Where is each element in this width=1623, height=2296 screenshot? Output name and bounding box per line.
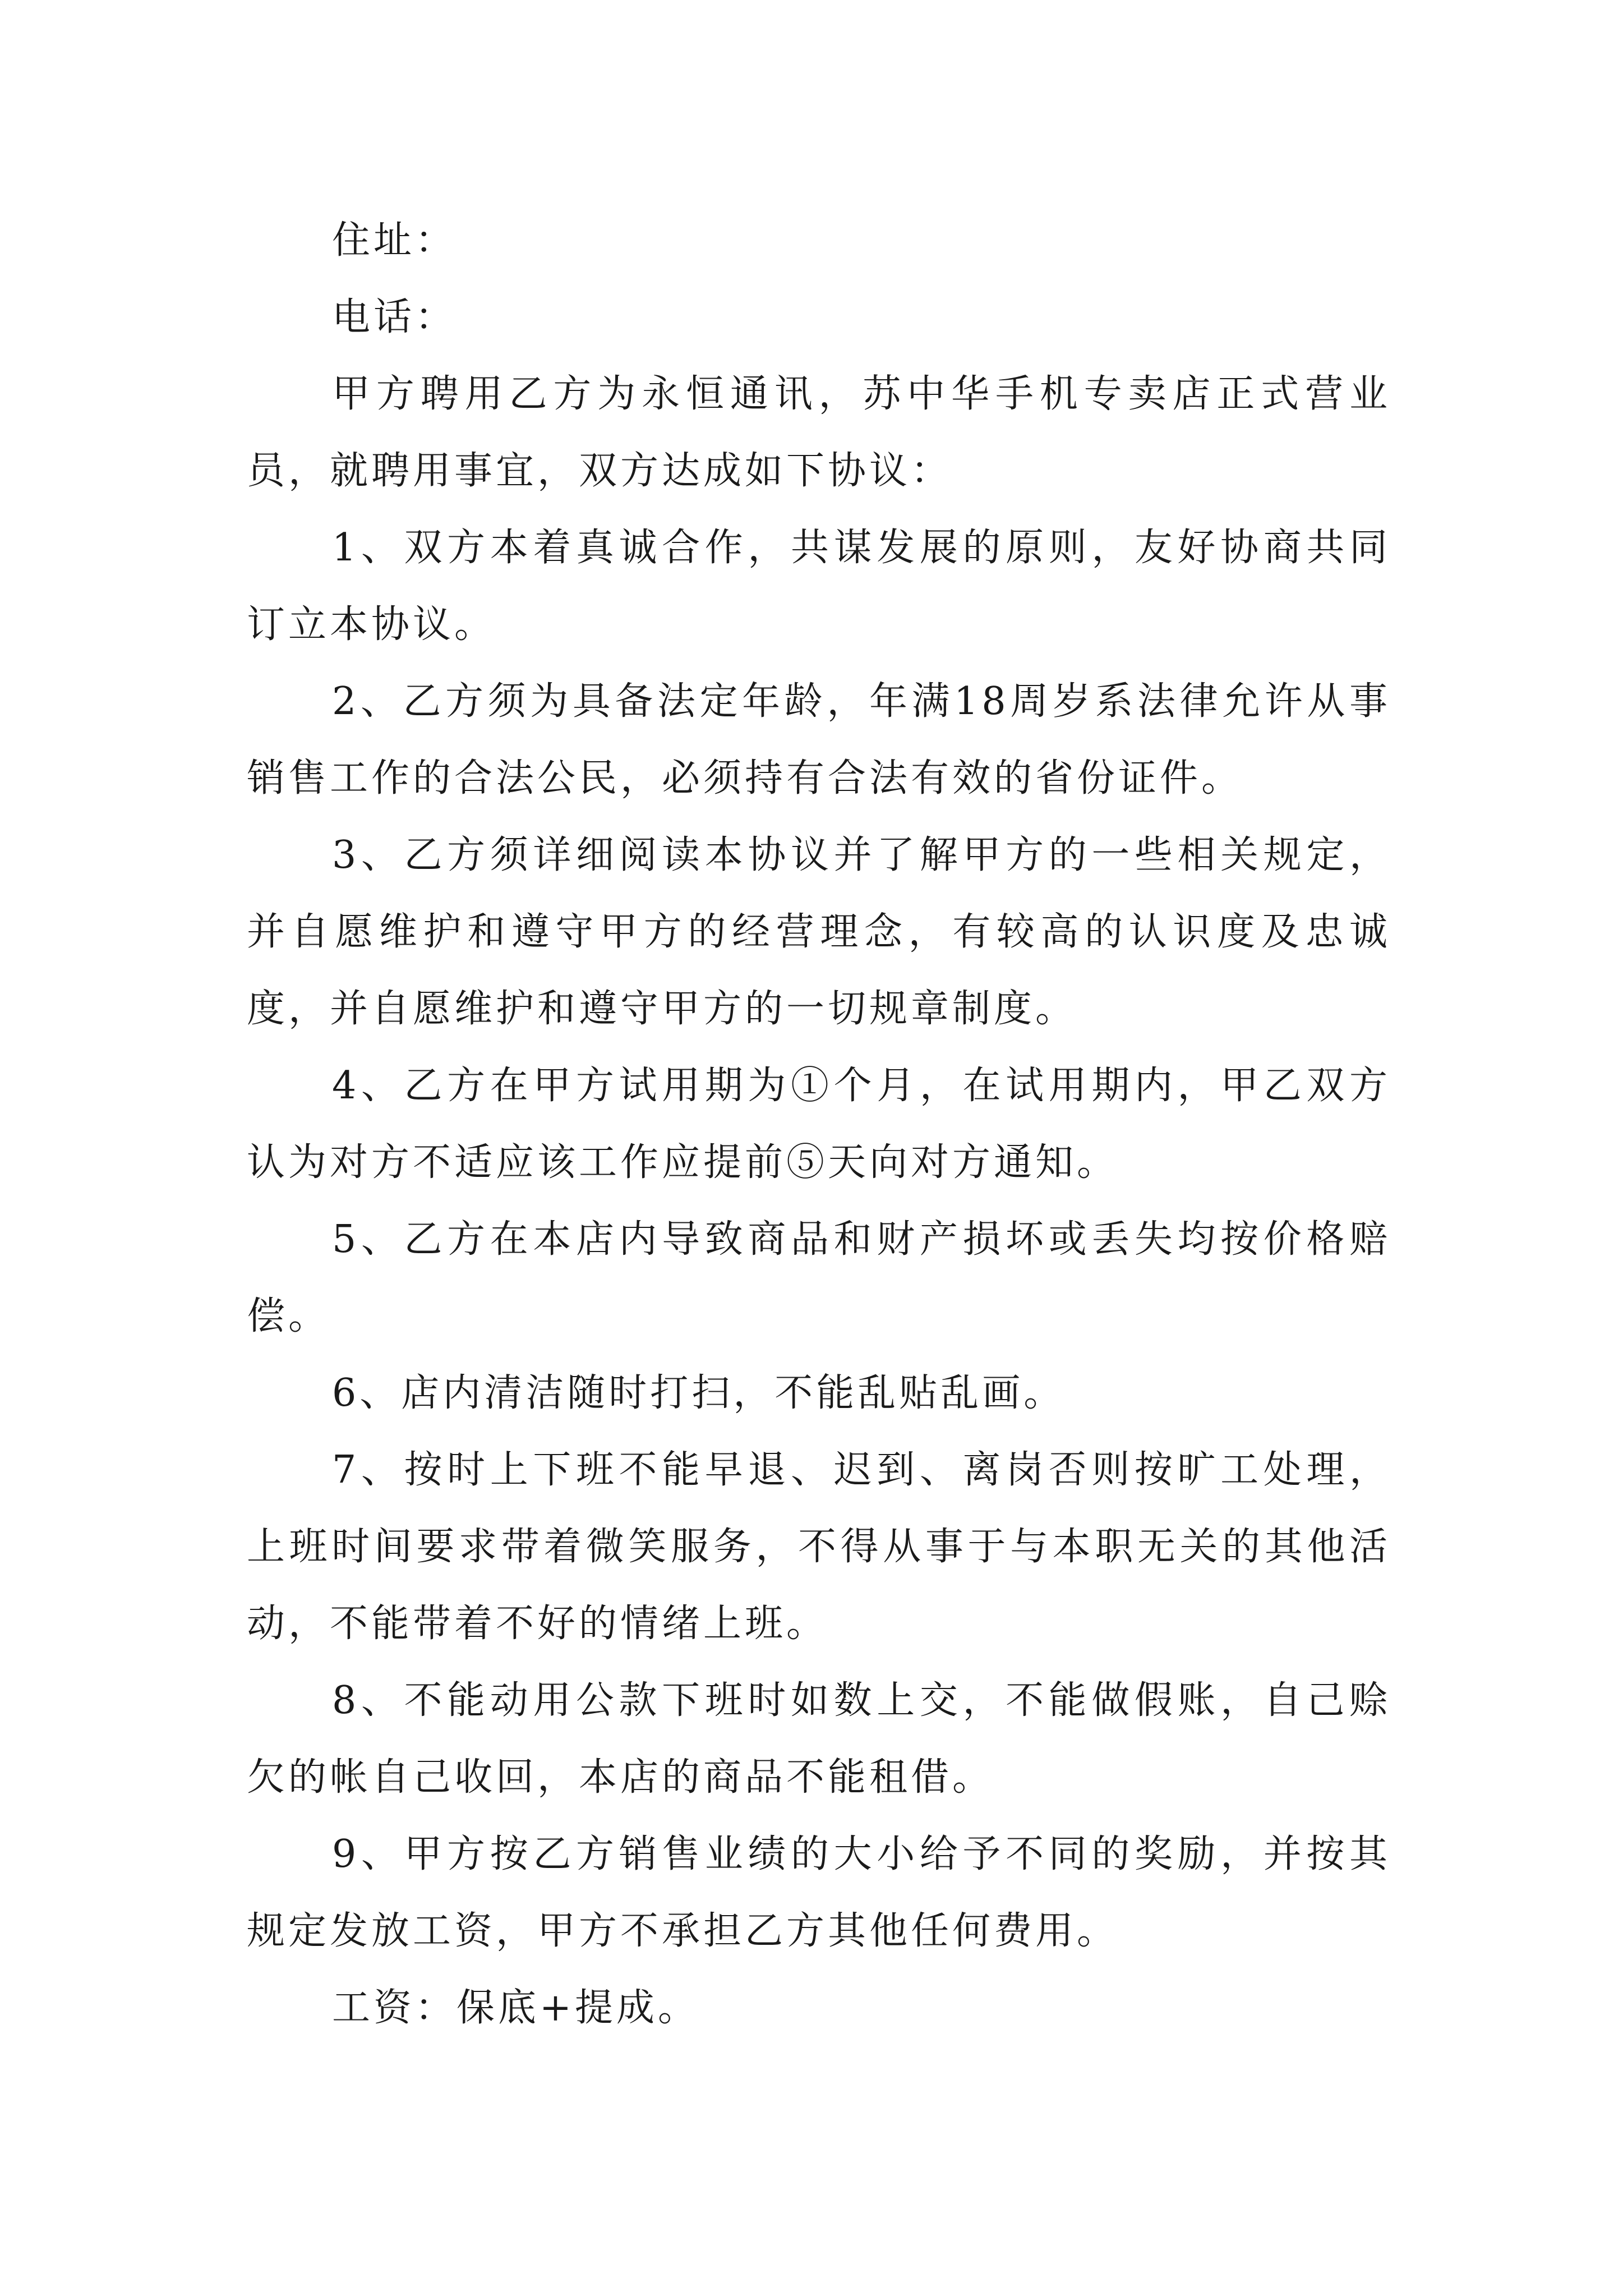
address-line: 住址： — [332, 218, 457, 263]
salary-line: 工资：保底+提成。 — [332, 1986, 699, 2030]
clause-8: 8、不能动用公款下班时如数上交，不能做假账，自己赊欠的帐自己收回，本店的商品不能租借。 — [247, 1678, 1391, 1800]
clause-2: 2、乙方须为具备法定年龄，年满18周岁系法律允许从事销售工作的合法公民，必须持有合法有效的省份证件。 — [247, 679, 1391, 800]
clause-6: 6、店内清洁随时打扫，不能乱贴乱画。 — [332, 1371, 1066, 1415]
clause-7: 7、按时上下班不能早退、迟到、离岗否则按旷工处理，上班时间要求带着微笑服务，不得从事于与本职无关的其他活动，不能带着不好的情绪上班。 — [247, 1448, 1391, 1646]
document-body — [247, 202, 1391, 2046]
clause-5: 5、乙方在本店内导致商品和财产损坏或丢失均按价格赔偿。 — [247, 1217, 1391, 1338]
clause-1: 1、双方本着真诚合作，共谋发展的原则，友好协商共同订立本协议。 — [247, 526, 1391, 647]
clause-3: 3、乙方须详细阅读本协议并了解甲方的一些相关规定，并自愿维护和遵守甲方的经营理念，有较高的认识度及忠诚度，并自愿维护和遵守甲方的一切规章制度。 — [247, 833, 1391, 1031]
clause-4: 4、乙方在甲方试用期为①个月，在试用期内，甲乙双方认为对方不适应该工作应提前⑤天向对方通知。 — [247, 1064, 1391, 1185]
intro-paragraph: 甲方聘用乙方为永恒通讯，苏中华手机专卖店正式营业员，就聘用事宜，双方达成如下协议： — [247, 372, 1391, 493]
clause-9: 9、甲方按乙方销售业绩的大小给予不同的奖励，并按其规定发放工资，甲方不承担乙方其他任何费用。 — [247, 1832, 1391, 1953]
phone-line: 电话： — [332, 295, 457, 339]
